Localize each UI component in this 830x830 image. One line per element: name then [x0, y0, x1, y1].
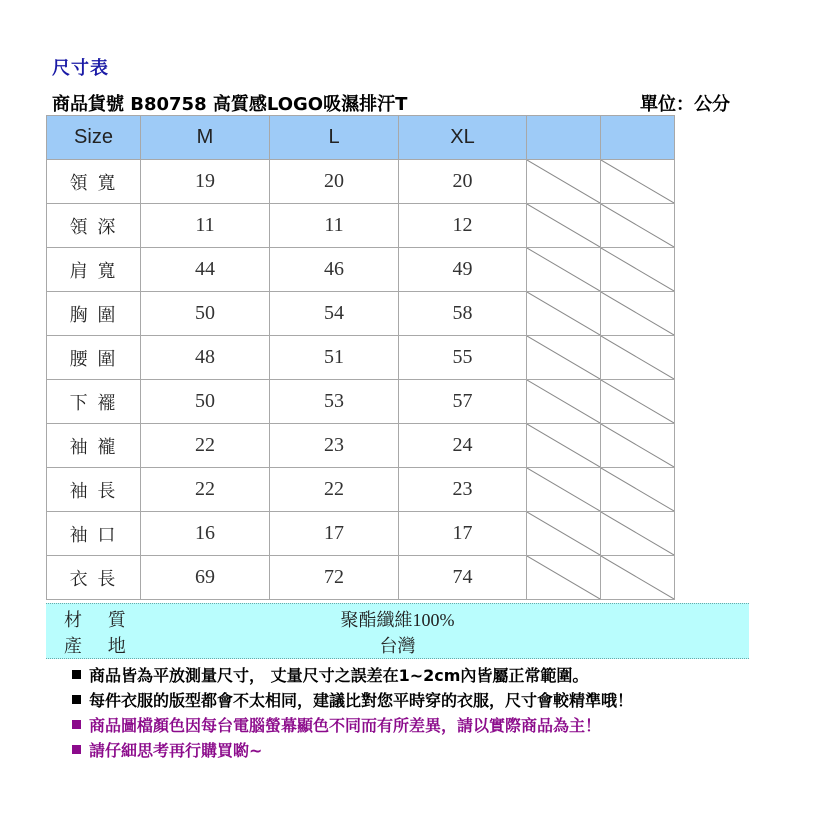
size-value-cell: 11 — [270, 204, 399, 248]
empty-diagonal-cell — [601, 468, 675, 512]
note-item: 每件衣服的版型都會不太相同，建議比對您平時穿的衣服，尺寸會較精準哦！ — [72, 688, 633, 713]
row-label: 袖 長 — [47, 468, 141, 512]
size-value-cell: 49 — [399, 248, 527, 292]
note-item: 商品圖檔顏色因每台電腦螢幕顯色不同而有所差異，請以實際商品為主！ — [72, 713, 633, 738]
table-row — [47, 292, 675, 336]
row-label: 袖 襱 — [47, 424, 141, 468]
square-bullet-icon — [72, 745, 81, 754]
size-value-cell: 22 — [141, 468, 270, 512]
origin-label: 產 地 — [64, 636, 136, 657]
size-value-cell: 22 — [141, 424, 270, 468]
size-value-cell: 55 — [399, 336, 527, 380]
table-row — [47, 468, 675, 512]
size-value-cell: 23 — [270, 424, 399, 468]
size-value-cell: 24 — [399, 424, 527, 468]
size-value-cell: 22 — [270, 468, 399, 512]
header-m: M — [141, 116, 270, 160]
row-label: 胸 圍 — [47, 292, 141, 336]
size-value-cell: 74 — [399, 556, 527, 600]
size-value-cell: 23 — [399, 468, 527, 512]
empty-diagonal-cell — [601, 336, 675, 380]
empty-diagonal-cell — [601, 204, 675, 248]
unit-label: 單位：公分 — [640, 94, 730, 115]
material-origin-band — [46, 603, 749, 659]
row-label: 領 深 — [47, 204, 141, 248]
empty-diagonal-cell — [527, 424, 601, 468]
empty-diagonal-cell — [527, 380, 601, 424]
size-value-cell: 54 — [270, 292, 399, 336]
row-label: 腰 圍 — [47, 336, 141, 380]
empty-diagonal-cell — [601, 248, 675, 292]
empty-diagonal-cell — [527, 292, 601, 336]
row-label: 衣 長 — [47, 556, 141, 600]
size-value-cell: 48 — [141, 336, 270, 380]
empty-diagonal-cell — [601, 160, 675, 204]
empty-diagonal-cell — [527, 468, 601, 512]
table-row — [47, 424, 675, 468]
header-xl: XL — [399, 116, 527, 160]
header-empty-2 — [601, 116, 675, 160]
table-row — [47, 336, 675, 380]
row-label: 下 襬 — [47, 380, 141, 424]
header-l: L — [270, 116, 399, 160]
empty-diagonal-cell — [601, 380, 675, 424]
header-size: Size — [47, 116, 141, 160]
size-value-cell: 17 — [270, 512, 399, 556]
empty-diagonal-cell — [527, 512, 601, 556]
material-value: 聚酯纖維100% — [340, 610, 455, 630]
square-bullet-icon — [72, 670, 81, 679]
size-value-cell: 11 — [141, 204, 270, 248]
empty-diagonal-cell — [601, 556, 675, 600]
origin-value: 台灣 — [379, 636, 416, 656]
empty-diagonal-cell — [601, 512, 675, 556]
size-value-cell: 51 — [270, 336, 399, 380]
empty-diagonal-cell — [527, 556, 601, 600]
size-value-cell: 20 — [270, 160, 399, 204]
size-value-cell: 53 — [270, 380, 399, 424]
empty-diagonal-cell — [601, 424, 675, 468]
size-value-cell: 57 — [399, 380, 527, 424]
size-value-cell: 46 — [270, 248, 399, 292]
empty-diagonal-cell — [527, 248, 601, 292]
header-empty-1 — [527, 116, 601, 160]
table-row — [47, 204, 675, 248]
row-label: 肩 寬 — [47, 248, 141, 292]
size-value-cell: 17 — [399, 512, 527, 556]
size-value-cell: 50 — [141, 380, 270, 424]
note-item: 請仔細思考再行購買喲~ — [72, 738, 633, 763]
size-value-cell: 50 — [141, 292, 270, 336]
page-title: 尺寸表 — [52, 58, 109, 79]
size-value-cell: 20 — [399, 160, 527, 204]
notes-list — [72, 663, 633, 763]
size-value-cell: 19 — [141, 160, 270, 204]
table-header-row — [47, 116, 675, 160]
size-value-cell: 72 — [270, 556, 399, 600]
size-value-cell: 44 — [141, 248, 270, 292]
size-value-cell: 58 — [399, 292, 527, 336]
size-table — [46, 115, 675, 600]
table-row — [47, 160, 675, 204]
size-value-cell: 12 — [399, 204, 527, 248]
empty-diagonal-cell — [527, 204, 601, 248]
empty-diagonal-cell — [601, 292, 675, 336]
table-row — [47, 512, 675, 556]
square-bullet-icon — [72, 720, 81, 729]
product-code: 商品貨號 B80758 高質感LOGO吸濕排汗T — [52, 94, 408, 115]
size-value-cell: 69 — [141, 556, 270, 600]
square-bullet-icon — [72, 695, 81, 704]
row-label: 袖 口 — [47, 512, 141, 556]
table-row — [47, 556, 675, 600]
size-value-cell: 16 — [141, 512, 270, 556]
table-row — [47, 248, 675, 292]
empty-diagonal-cell — [527, 160, 601, 204]
note-item: 商品皆為平放測量尺寸， 丈量尺寸之誤差在1~2cm內皆屬正常範圍。 — [72, 663, 633, 688]
row-label: 領 寬 — [47, 160, 141, 204]
table-row — [47, 380, 675, 424]
material-label: 材 質 — [64, 610, 136, 631]
empty-diagonal-cell — [527, 336, 601, 380]
